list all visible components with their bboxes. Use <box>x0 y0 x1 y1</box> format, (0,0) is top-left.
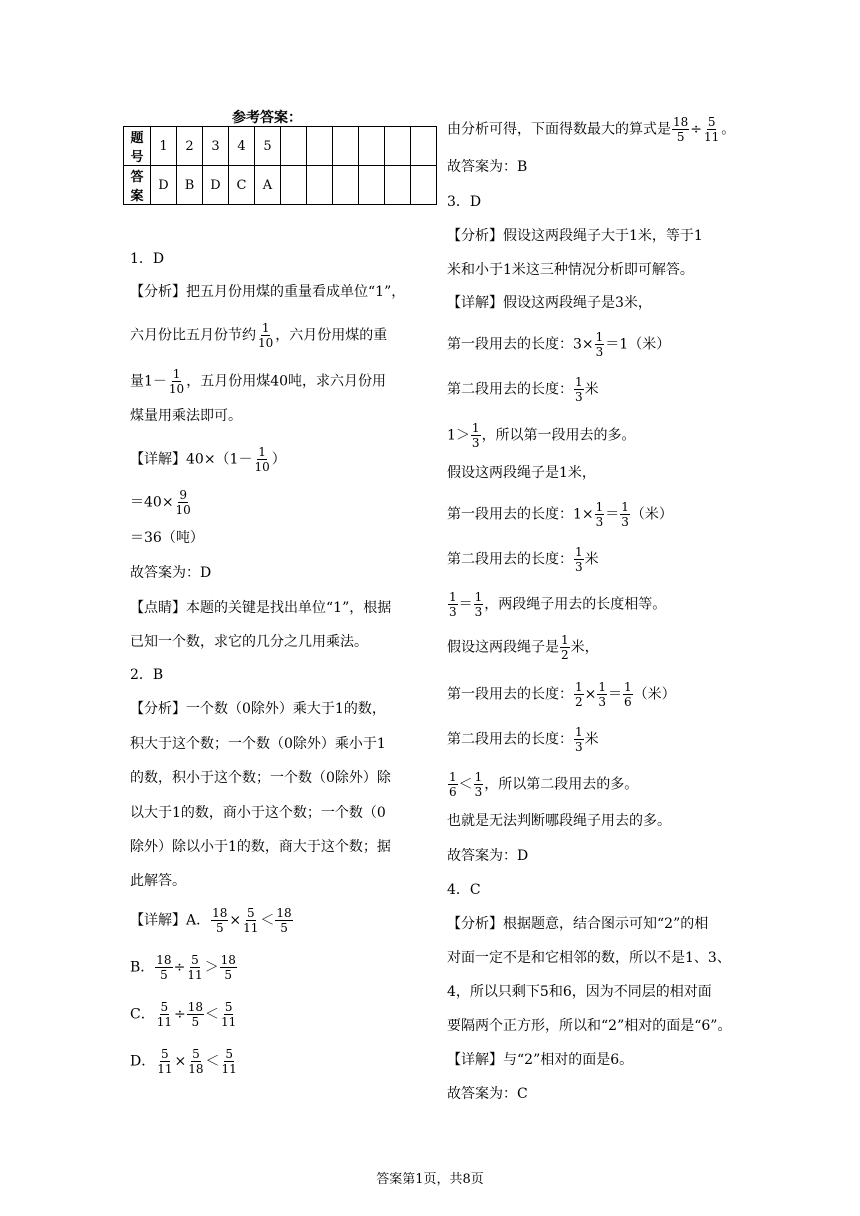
q1-comment: 已知一个数，求它的几分之几用乘法。 <box>130 634 368 650</box>
q2-analysis: 【分析】一个数（0除外）乘大于1的数， <box>130 701 386 717</box>
table-cell: C <box>229 166 255 205</box>
table-cell <box>333 127 359 166</box>
fraction: $\frac{1}{10}$ <box>254 445 270 474</box>
q3-line: 假设这两段绳子是1米， <box>447 465 596 481</box>
q3-line: $\frac{1}{3}$ ＝ $\frac{1}{3}$ ，两段绳子用去的长度相等。 <box>449 590 667 619</box>
q2-analysis: 除外）除以小于1的数，商大于这个数；据 <box>130 839 391 855</box>
q2-option-c: C． $\frac{5}{11}$ ÷ $\frac{18}{5}$ ＜ $\frac{5}{11}$ <box>130 1000 237 1029</box>
q1-answer: 故答案为：D <box>130 565 212 581</box>
q3-line: 第二段用去的长度： $\frac{1}{3}$ 米 <box>447 375 599 404</box>
fraction: $\frac{1}{10}$ <box>168 367 185 396</box>
q3-conclusion: 也就是无法判断哪段绳子用去的多。 <box>447 813 671 829</box>
table-cell <box>385 166 411 205</box>
table-cell <box>333 166 359 205</box>
q3-answer: 故答案为：D <box>447 848 529 864</box>
q4-analysis: 【分析】根据题意，结合图示可知“2”的相 <box>447 916 709 932</box>
q3-line: 第一段用去的长度：3× $\frac{1}{3}$ ＝1（米） <box>447 330 671 359</box>
q1-comment: 【点睛】本题的关键是找出单位“1”，根据 <box>130 600 392 616</box>
row-label-answer: 答 案 <box>124 166 151 205</box>
q1-detail: ＝40× $\frac{9}{10}$ <box>130 488 191 517</box>
q3-line: 1＞ $\frac{1}{3}$ ，所以第一段用去的多。 <box>447 421 636 450</box>
table-cell: D <box>203 166 229 205</box>
q3-analysis: 米和小于1米这三种情况分析即可解答。 <box>447 262 694 278</box>
q2-head: 2．B <box>130 667 164 683</box>
q1-analysis: 煤量用乘法即可。 <box>130 408 242 424</box>
q2-analysis: 积大于这个数；一个数（0除外）乘小于1 <box>130 736 386 752</box>
q4-detail: 【详解】与“2”相对的面是6。 <box>447 1052 634 1068</box>
q2-analysis: 以大于1的数，商小于这个数；一个数（0 <box>130 805 386 821</box>
q3-head: 3．D <box>447 194 482 210</box>
q1-analysis: 【分析】把五月份用煤的重量看成单位“1”， <box>130 284 406 300</box>
q1-analysis: 量1－ $\frac{1}{10}$ ，五月份用煤40吨，求六月份用 <box>130 367 387 396</box>
table-cell <box>359 166 385 205</box>
q4-analysis: 对面一定不是和它相邻的数，所以不是1、3、 <box>447 950 731 966</box>
table-row <box>124 127 437 166</box>
q1-detail: 【详解】40×（1－ $\frac{1}{10}$ ） <box>130 445 286 474</box>
table-cell: D <box>151 166 177 205</box>
answer-title: 参考答案： <box>232 110 302 126</box>
table-cell: 3 <box>203 127 229 166</box>
table-cell <box>385 127 411 166</box>
q3-analysis: 【分析】假设这两段绳子大于1米，等于1 <box>447 228 703 244</box>
answer-table <box>123 126 437 205</box>
q2-analysis: 的数，积小于这个数；一个数（0除外）除 <box>130 770 391 786</box>
page-footer: 答案第1页，共8页 <box>376 1172 484 1187</box>
q2-answer: 故答案为：B <box>447 159 528 175</box>
q3-line: 第一段用去的长度：1× $\frac{1}{3}$ ＝ $\frac{1}{3}$ （米） <box>447 500 673 529</box>
q2-option-a: 【详解】A． $\frac{18}{5}$ × $\frac{5}{11}$ ＜ $\frac{18}{5}$ <box>130 906 292 935</box>
table-cell <box>307 166 333 205</box>
q3-detail: 【详解】假设这两段绳子是3米， <box>447 295 652 311</box>
table-cell: 4 <box>229 127 255 166</box>
table-cell <box>359 127 385 166</box>
table-cell <box>411 127 437 166</box>
q2-analysis: 此解答。 <box>130 873 186 889</box>
q2-option-b: B． $\frac{18}{5}$ ÷ $\frac{5}{11}$ ＞ $\frac{18}{5}$ <box>130 953 236 982</box>
fraction: $\frac{1}{10}$ <box>258 321 274 350</box>
q3-line: $\frac{1}{6}$ ＜ $\frac{1}{3}$ ，所以第二段用去的多。 <box>449 770 639 799</box>
table-cell: 2 <box>177 127 203 166</box>
q4-analysis: 4，所以只剩下5和6，因为不同层的相对面 <box>447 984 712 1000</box>
table-cell: A <box>255 166 281 205</box>
q2-option-d: D． $\frac{5}{11}$ × $\frac{5}{18}$ ＜ $\frac{5}{11}$ <box>130 1047 237 1076</box>
q2-result: 由分析可得，下面得数最大的算式是 $\frac{18}{5}$ ÷ $\frac{5}{11}$ 。 <box>447 115 736 144</box>
table-cell <box>411 166 437 205</box>
row-label-number: 题 号 <box>124 127 151 166</box>
table-cell: 1 <box>151 127 177 166</box>
q3-line: 假设这两段绳子是 $\frac{1}{2}$ 米， <box>447 633 599 662</box>
table-cell <box>307 127 333 166</box>
q3-line: 第一段用去的长度： $\frac{1}{2}$ × $\frac{1}{3}$ ＝ $\frac{1}{6}$ （米） <box>447 680 676 709</box>
q3-line: 第二段用去的长度： $\frac{1}{3}$ 米 <box>447 725 599 754</box>
q4-head: 4．C <box>447 882 481 898</box>
table-cell: B <box>177 166 203 205</box>
q3-line: 第二段用去的长度： $\frac{1}{3}$ 米 <box>447 545 599 574</box>
q4-analysis: 要隔两个正方形，所以和“2”相对的面是“6”。 <box>447 1018 732 1034</box>
q1-analysis: 六月份比五月份节约 $\frac{1}{10}$ ，六月份用煤的重 <box>130 321 388 350</box>
table-row <box>124 166 437 205</box>
q1-head: 1．D <box>130 251 165 267</box>
table-cell <box>281 166 307 205</box>
q4-answer: 故答案为：C <box>447 1086 528 1102</box>
table-cell <box>281 127 307 166</box>
table-cell: 5 <box>255 127 281 166</box>
fraction: $\frac{9}{10}$ <box>175 488 191 517</box>
q1-detail: ＝36（吨） <box>130 530 204 546</box>
